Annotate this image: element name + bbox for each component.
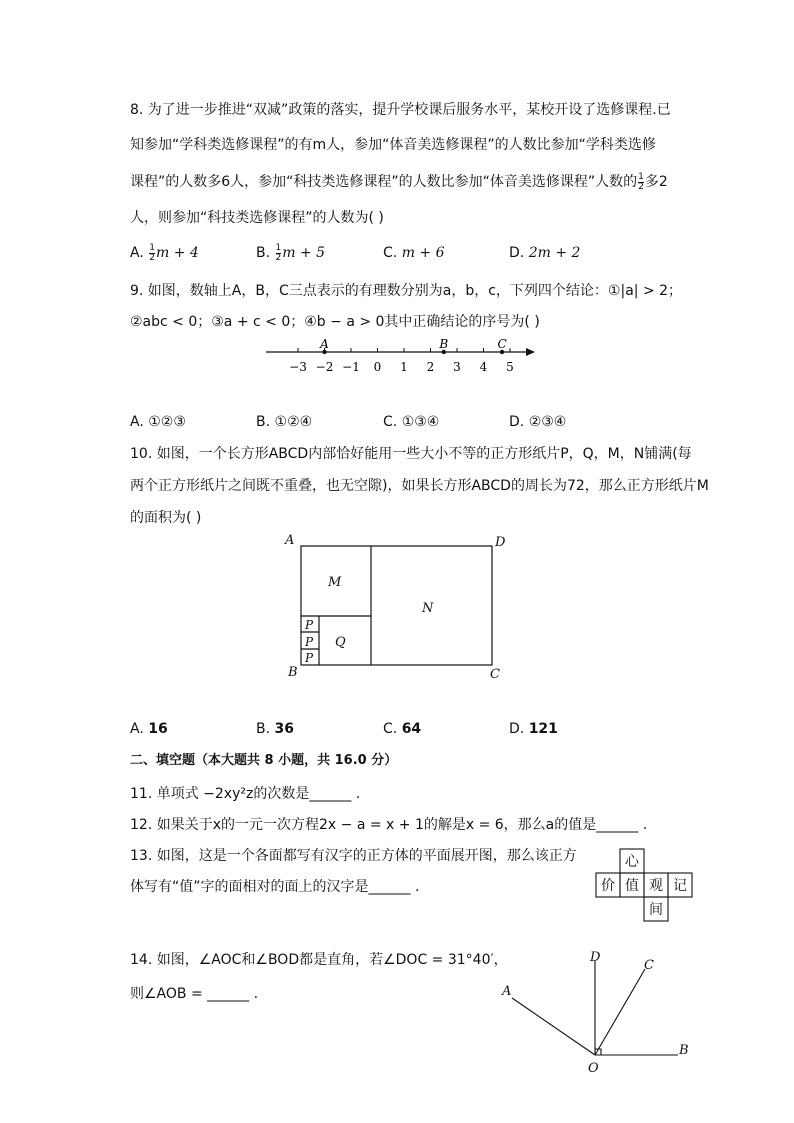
label-p1: P: [305, 618, 314, 632]
number-line-label-a: A: [320, 337, 329, 351]
q9-line1: 9. 如图，数轴上A，B，C三点表示的有理数分别为a，b，c，下列四个结论：①|a| > 2；: [130, 283, 683, 299]
q9-option-c[interactable]: C. ①③④: [383, 414, 440, 430]
q10-line3: 的面积为( ): [130, 510, 202, 526]
q9-option-a[interactable]: A. ①②③: [130, 414, 186, 430]
label-p3: P: [305, 651, 314, 665]
cube-net-figure: [590, 845, 695, 923]
q14-line1: 14. 如图，∠AOC和∠BOD都是直角，若∠DOC = 31°40′，: [130, 952, 508, 968]
number-line-tick-label: 2: [426, 360, 435, 374]
net-row-1: 价: [601, 878, 615, 894]
label-b: B: [288, 665, 298, 680]
q8-option-d[interactable]: D. 2m + 2: [509, 245, 581, 261]
q9-option-b[interactable]: B. ①②④: [256, 414, 313, 430]
label-m: M: [328, 575, 342, 590]
label-p2: P: [305, 635, 314, 649]
label-n: N: [422, 601, 434, 616]
q14-line2: 则∠AOB = ______ .: [130, 986, 259, 1002]
net-row-2: 值: [625, 878, 639, 894]
label-c: C: [490, 667, 500, 682]
net-bottom: 间: [649, 902, 663, 918]
q9-option-d[interactable]: D. ②③④: [509, 414, 567, 430]
q11: 11. 单项式 −2xy²z的次数是______ .: [130, 786, 361, 802]
number-line-tick-label: −2: [315, 360, 334, 374]
number-line-label-c: C: [497, 337, 507, 351]
number-line-tick-label: −1: [342, 360, 360, 374]
angle-label-b: B: [679, 1043, 689, 1058]
angle-label-c: C: [644, 958, 654, 973]
q13-line2: 体写有“值”字的面相对的面上的汉字是______ .: [130, 879, 420, 895]
label-d: D: [495, 535, 506, 550]
number-line-tick-label: 3: [453, 360, 461, 374]
q10-line1: 10. 如图，一个长方形ABCD内部恰好能用一些大小不等的正方形纸片P，Q，M，N铺满(每: [130, 446, 692, 462]
label-q: Q: [335, 635, 346, 650]
q8-option-a[interactable]: A. $\frac{1}{2}$ m + 4: [130, 242, 199, 263]
number-line-tick-label: −3: [289, 360, 307, 374]
number-line-label-b: B: [439, 337, 449, 351]
angle-label-a: A: [502, 984, 512, 999]
number-line-tick-label: 1: [400, 360, 408, 374]
q9-line2: ②abc < 0；③a + c < 0；④b − a > 0其中正确结论的序号为( ): [130, 314, 540, 330]
q13-line1: 13. 如图，这是一个各面都写有汉字的正方体的平面展开图，那么该正方: [130, 848, 577, 864]
q8-option-c[interactable]: C. m + 6: [383, 245, 445, 261]
half-fraction: $\frac{1}{2}$: [638, 171, 644, 192]
number-line-tick-label: 4: [479, 360, 488, 374]
q10-option-a[interactable]: A. 16: [130, 721, 168, 737]
q12: 12. 如果关于x的一元一次方程2x − a = x + 1的解是x = 6，那么a的值是______ .: [130, 817, 648, 833]
label-a: A: [285, 533, 295, 548]
net-top: 心: [625, 854, 639, 870]
net-row-3: 观: [649, 878, 663, 894]
number-line-tick-label: 5: [506, 360, 514, 374]
angle-figure: [490, 945, 700, 1075]
number-line-tick-label: 0: [373, 360, 382, 374]
net-row-4: 记: [673, 878, 687, 894]
q8-line3a: 课程”的人数多6人，参加“科技类选修课程”的人数比参加“体音美选修课程”人数的: [130, 174, 638, 190]
q10-option-b[interactable]: B. 36: [256, 721, 294, 737]
rectangle-squares-figure: [280, 530, 520, 685]
q10-line2: 两个正方形纸片之间既不重叠，也无空隙)，如果长方形ABCD的周长为72，那么正方形纸片M: [130, 478, 709, 494]
q8-line3b: 多2: [644, 174, 668, 190]
angle-label-d: D: [590, 950, 601, 965]
q10-option-c[interactable]: C. 64: [383, 721, 422, 737]
section-heading: 二、填空题（本大题共 8 小题，共 16.0 分）: [130, 753, 398, 768]
angle-label-o: O: [588, 1061, 599, 1075]
q8-line1: 8. 为了进一步推进“双减”政策的落实，提升学校课后服务水平，某校开设了选修课程.已: [130, 102, 671, 118]
q10-option-d[interactable]: D. 121: [509, 721, 558, 737]
q8-option-b[interactable]: B. $\frac{1}{2}$ m + 5: [256, 242, 326, 263]
q8-line3: [130, 172, 668, 192]
q8-line4: 人，则参加“科技类选修课程”的人数为( ): [130, 210, 384, 226]
number-line-figure: [260, 335, 540, 380]
q8-line2: 知参加“学科类选修课程”的有m人，参加“体音美选修课程”的人数比参加“学科类选修: [130, 137, 656, 153]
